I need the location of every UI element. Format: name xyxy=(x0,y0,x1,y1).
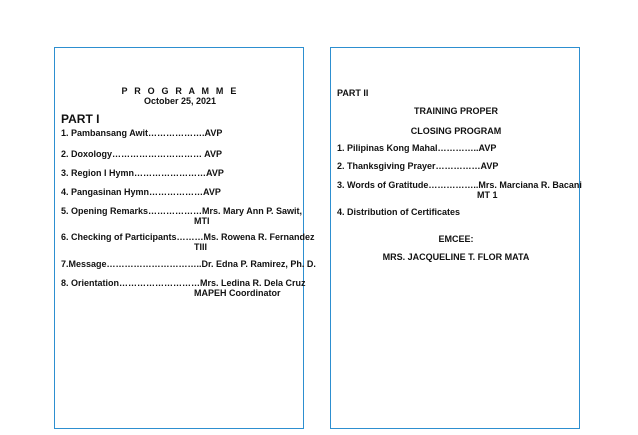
emcee-name: MRS. JACQUELINE T. FLOR MATA xyxy=(382,252,530,262)
program-item-role: MAPEH Coordinator xyxy=(194,288,281,298)
right-page xyxy=(330,47,580,429)
program-item-role: MTI xyxy=(194,216,210,226)
program-item-text: 2. Thanksgiving Prayer……………AVP xyxy=(337,161,499,171)
program-item xyxy=(61,206,302,217)
emcee-label: EMCEE: xyxy=(438,234,474,244)
program-item-text: 8. Orientation………………………Mrs. Ledina R. Dela Cruz xyxy=(61,278,306,288)
program-item-text: 6. Checking of Participants………Ms. Rowena R. Fernandez xyxy=(61,232,315,242)
program-item-text: 5. Opening Remarks………………Mrs. Mary Ann P. Sawit, xyxy=(61,206,303,216)
program-item-text: 1. Pilipinas Kong Mahal…………..AVP xyxy=(337,143,497,153)
part-one-title: PART I xyxy=(61,112,100,126)
program-item-text: 4. Pangasinan Hymn………………AVP xyxy=(61,187,221,197)
program-item xyxy=(61,187,221,198)
programme-date: October 25, 2021 xyxy=(143,96,217,106)
program-item xyxy=(337,143,496,154)
closing-program-heading: CLOSING PROGRAM xyxy=(410,126,502,136)
training-proper-heading: TRAINING PROPER xyxy=(413,106,498,116)
program-item-text: 4. Distribution of Certificates xyxy=(337,207,461,217)
program-item xyxy=(61,168,224,179)
program-item xyxy=(337,161,498,172)
program-item-text: 3. Words of Gratitude……………..Mrs. Marciana R. Bacani xyxy=(337,180,582,190)
programme-title: P R O G R A M M E xyxy=(121,86,239,96)
program-item-role: TIII xyxy=(194,242,207,252)
program-item xyxy=(337,207,460,218)
program-item-text: 7.Message…………………………..Dr. Edna P. Ramirez, Ph. D. xyxy=(61,259,316,269)
program-item xyxy=(61,232,315,243)
program-item xyxy=(61,128,222,139)
program-item-text: 1. Pambansang Awit……………….AVP xyxy=(61,128,223,138)
program-item xyxy=(337,180,582,191)
left-page xyxy=(54,47,316,429)
program-item xyxy=(61,259,316,270)
program-item-role: MT 1 xyxy=(477,190,498,200)
part-two-title: PART II xyxy=(337,88,369,98)
program-item xyxy=(61,149,222,160)
program-item-text: 2. Doxology………………………… AVP xyxy=(61,149,223,159)
program-item-text: 3. Region I Hymn……………………AVP xyxy=(61,168,224,178)
